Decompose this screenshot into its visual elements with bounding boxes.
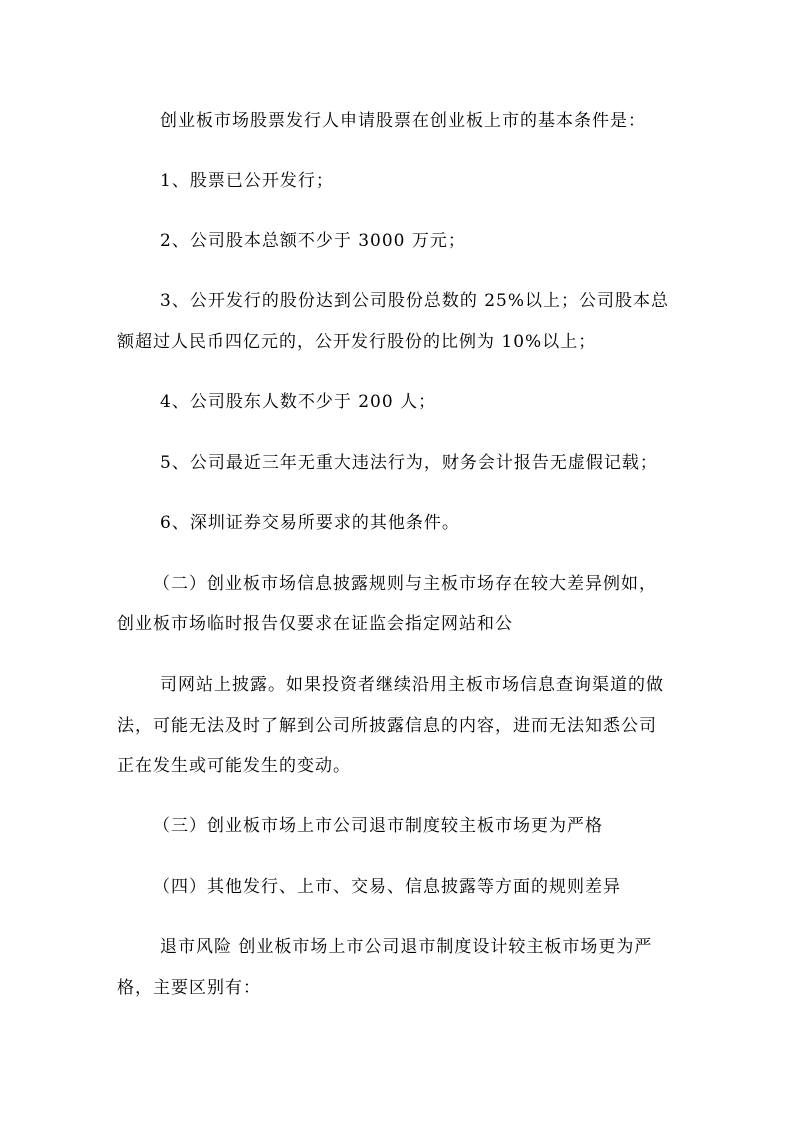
condition-5: 5、公司最近三年无重大违法行为，财务会计报告无虚假记载；	[160, 453, 658, 473]
condition-3-line-2: 额超过人民币四亿元的，公开发行股份的比例为 10%以上；	[117, 332, 597, 352]
disclosure-line-1: 司网站上披露。如果投资者继续沿用主板市场信息查询渠道的做	[160, 675, 664, 695]
condition-1: 1、股票已公开发行；	[160, 171, 334, 191]
intro-paragraph: 创业板市场股票发行人申请股票在创业板上市的基本条件是：	[160, 111, 646, 131]
delisting-line-2: 格，主要区别有：	[117, 978, 261, 998]
condition-6: 6、深圳证券交易所要求的其他条件。	[160, 513, 460, 533]
disclosure-line-3: 正在发生或可能发生的变动。	[117, 756, 351, 776]
delisting-line-1: 退市风险 创业板市场上市公司退市制度设计较主板市场更为严	[160, 937, 653, 957]
section-2-line-2: 创业板市场临时报告仅要求在证监会指定网站和公	[117, 614, 513, 634]
condition-3-line-1: 3、公开发行的股份达到公司股份总数的 25%以上；公司股本总	[160, 291, 670, 311]
section-4-heading: （四）其他发行、上市、交易、信息披露等方面的规则差异	[153, 877, 621, 897]
disclosure-line-2: 法，可能无法及时了解到公司所披露信息的内容，进而无法知悉公司	[117, 716, 657, 736]
section-3-heading: （三）创业板市场上市公司退市制度较主板市场更为严格	[153, 816, 603, 836]
section-2-line-1: （二）创业板市场信息披露规则与主板市场存在较大差异例如，	[153, 574, 657, 594]
condition-2: 2、公司股本总额不少于 3000 万元；	[160, 231, 466, 251]
condition-4: 4、公司股东人数不少于 200 人；	[160, 392, 437, 412]
